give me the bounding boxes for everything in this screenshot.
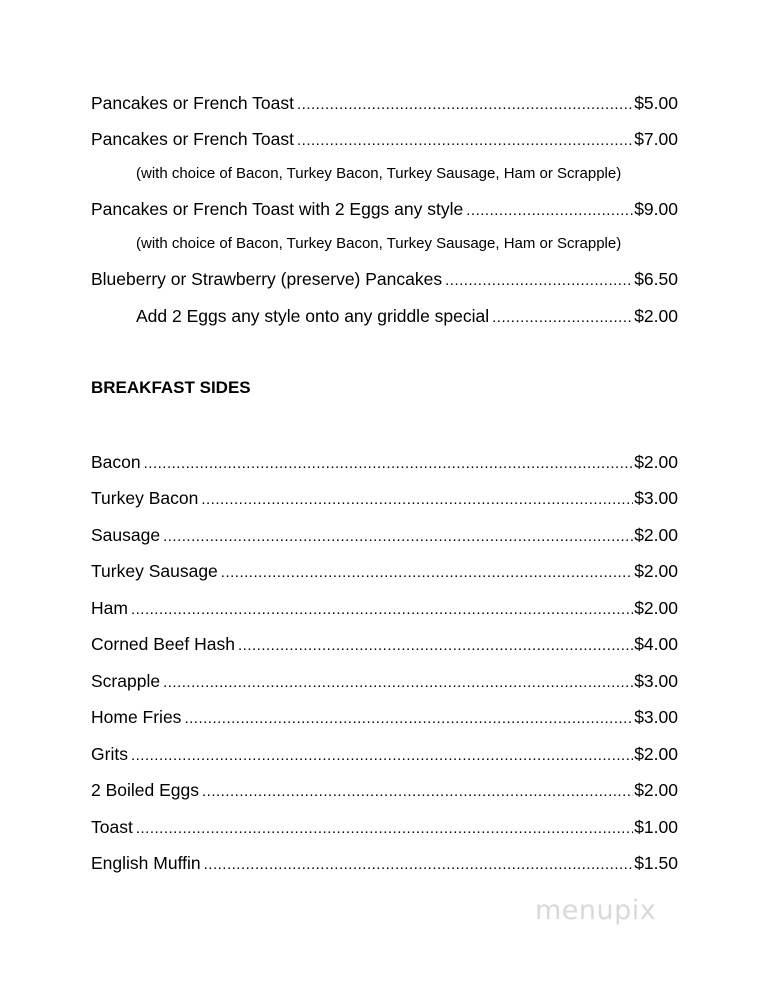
section-heading: BREAKFAST SIDES <box>91 378 251 397</box>
menu-item-name: Pancakes or French Toast with 2 Eggs any style <box>91 199 464 219</box>
menu-item-name: Bacon <box>91 452 141 472</box>
menu-item-price: $3.00 <box>634 671 678 691</box>
menu-item-name: Pancakes or French Toast <box>91 129 294 149</box>
menu-item-name: English Muffin <box>91 853 201 873</box>
dot-leader <box>297 93 633 117</box>
menu-item <box>136 304 678 328</box>
dot-leader <box>221 561 633 585</box>
menu-item <box>91 91 678 115</box>
menu-item-name: Toast <box>91 817 133 837</box>
menu-item <box>91 127 678 151</box>
menu-item <box>91 669 678 693</box>
menu-item-name: Blueberry or Strawberry (preserve) Pancakes <box>91 269 443 289</box>
menu-item-price: $2.00 <box>634 525 678 545</box>
menu-item-price: $6.50 <box>634 269 678 289</box>
dot-leader <box>297 129 633 153</box>
menu-item-price: $3.00 <box>634 707 678 727</box>
menu-item-price: $2.00 <box>634 598 678 618</box>
menu-item <box>91 197 678 221</box>
menu-item-note: (with choice of Bacon, Turkey Bacon, Turkey Sausage, Ham or Scrapple) <box>136 165 622 182</box>
menu-item-name: 2 Boiled Eggs <box>91 780 199 800</box>
menu-item-price: $1.50 <box>634 853 678 873</box>
menu-item-name: Sausage <box>91 525 161 545</box>
menu-item <box>91 596 678 620</box>
menu-item-price: $2.00 <box>634 306 678 326</box>
dot-leader <box>466 199 633 223</box>
menu-item-price: $9.00 <box>634 199 678 219</box>
menu-item-price: $2.00 <box>634 452 678 472</box>
menu-item-price: $1.00 <box>634 817 678 837</box>
dot-leader <box>163 525 633 549</box>
menu-item <box>91 742 678 766</box>
menu-item-price: $2.00 <box>634 744 678 764</box>
menu-item-name: Grits <box>91 744 128 764</box>
menu-item <box>91 705 678 729</box>
menu-item <box>91 450 678 474</box>
dot-leader <box>184 707 633 731</box>
menu-item <box>91 267 678 291</box>
menu-item <box>91 851 678 875</box>
menu-item <box>91 778 678 802</box>
menu-item-name: Corned Beef Hash <box>91 634 235 654</box>
watermark-logo: menupix <box>535 895 657 926</box>
dot-leader <box>492 306 633 330</box>
menu-item <box>91 632 678 656</box>
menu-item-name: Turkey Bacon <box>91 488 199 508</box>
menu-item <box>91 486 678 510</box>
menu-item-name: Add 2 Eggs any style onto any griddle special <box>136 306 490 326</box>
menu-item <box>91 523 678 547</box>
dot-leader <box>204 853 634 877</box>
menu-item <box>91 815 678 839</box>
dot-leader <box>136 817 633 841</box>
menu-item-name: Ham <box>91 598 128 618</box>
menu-item-note: (with choice of Bacon, Turkey Bacon, Turkey Sausage, Ham or Scrapple) <box>136 235 622 252</box>
menu-item-name: Scrapple <box>91 671 161 691</box>
dot-leader <box>131 744 633 768</box>
menu-item-price: $3.00 <box>634 488 678 508</box>
menu-item-price: $5.00 <box>634 93 678 113</box>
dot-leader <box>202 780 633 804</box>
dot-leader <box>445 269 633 293</box>
menu-item-price: $7.00 <box>634 129 678 149</box>
menu-item-price: $2.00 <box>634 780 678 800</box>
dot-leader <box>238 634 633 658</box>
menu-item <box>91 559 678 583</box>
menu-item-name: Home Fries <box>91 707 182 727</box>
dot-leader <box>131 598 633 622</box>
dot-leader <box>144 452 634 476</box>
menu-item-price: $2.00 <box>634 561 678 581</box>
menu-item-name: Pancakes or French Toast <box>91 93 294 113</box>
dot-leader <box>163 671 633 695</box>
menu-item-name: Turkey Sausage <box>91 561 218 581</box>
menu-item-price: $4.00 <box>634 634 678 654</box>
dot-leader <box>201 488 633 512</box>
